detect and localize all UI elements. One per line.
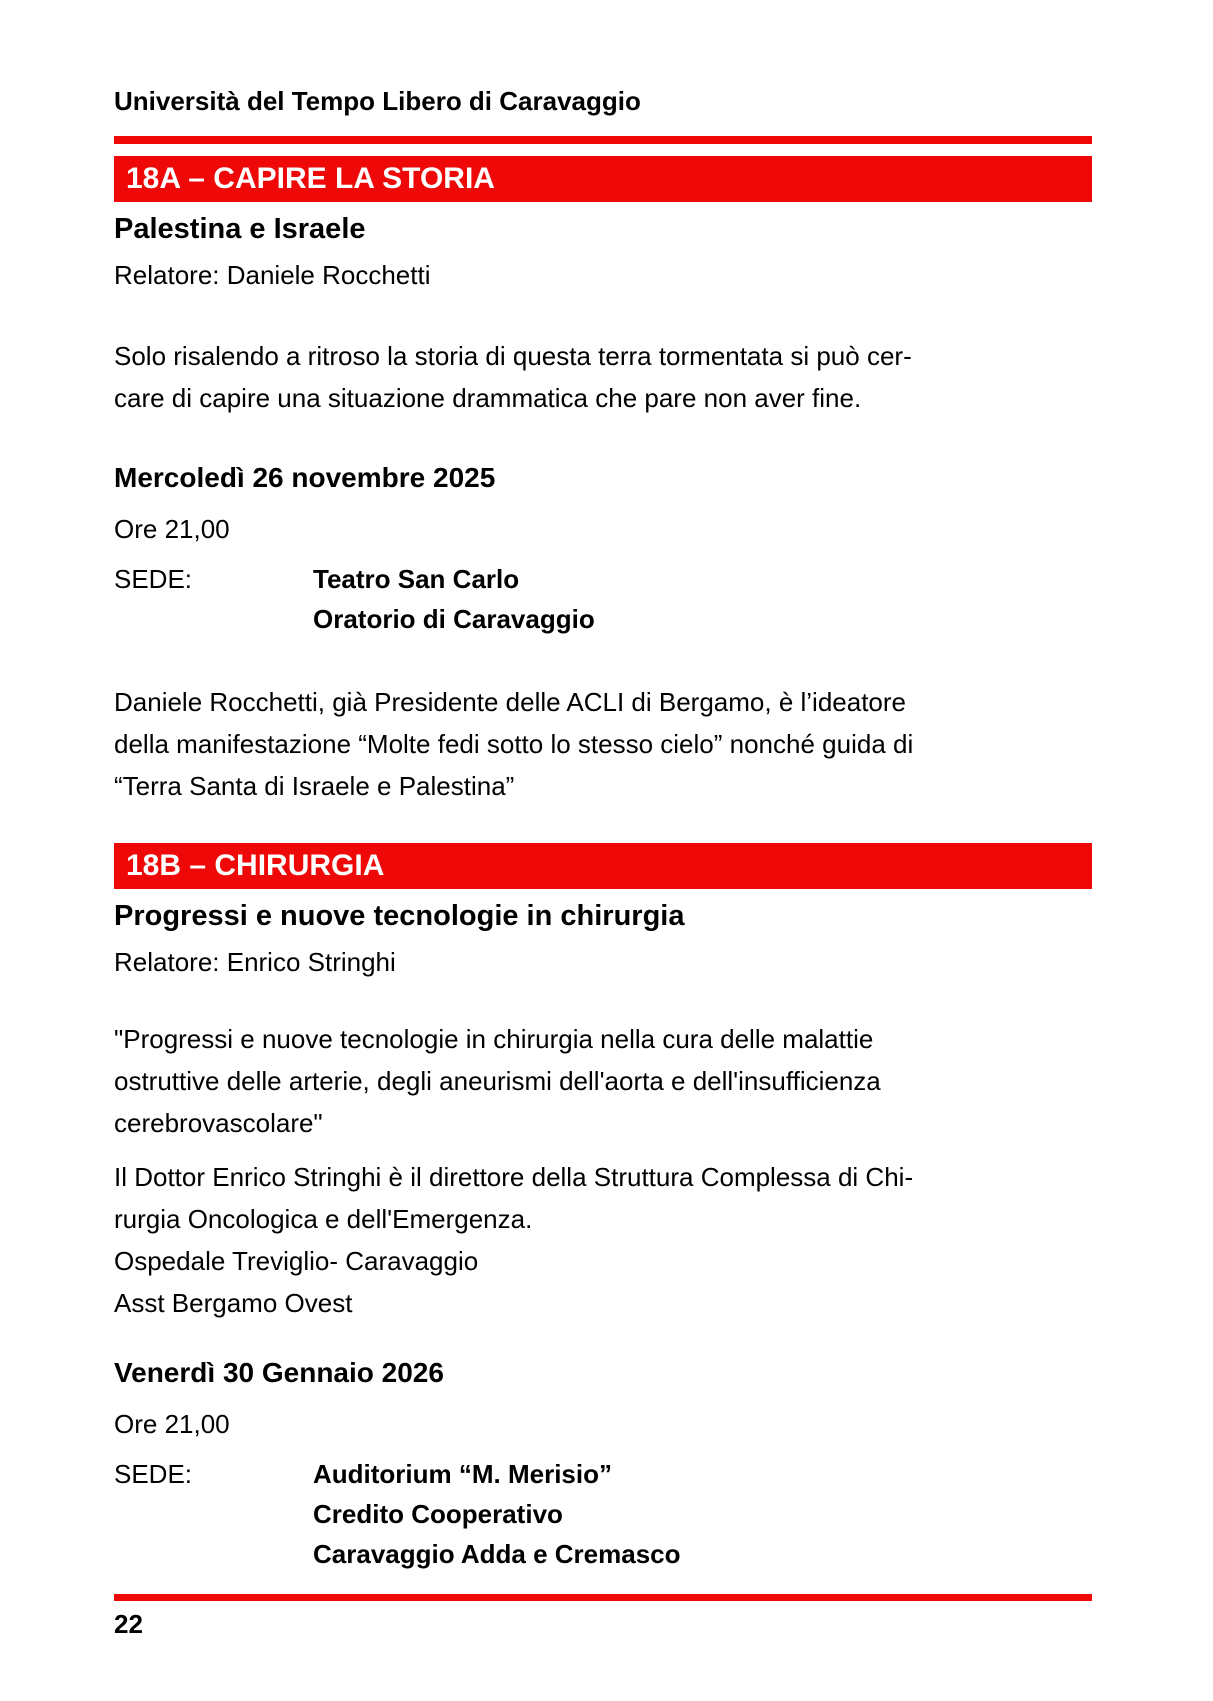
bio-line: “Terra Santa di Israele e Palestina”: [114, 771, 515, 801]
relatore-18b: Relatore: Enrico Stringhi: [114, 947, 396, 977]
venue-line: Teatro San Carlo: [313, 564, 520, 594]
description-18a: [114, 335, 1092, 419]
page-header-title: Università del Tempo Libero di Caravaggio: [114, 86, 641, 116]
bio-line: Il Dottor Enrico Stringhi è il direttore della Struttura Complessa di Chi-: [114, 1162, 914, 1192]
bio-line: della manifestazione “Molte fedi sotto lo stesso cielo” nonché guida di: [114, 729, 914, 759]
description-line: cerebrovascolare": [114, 1108, 323, 1138]
event-date-18b: Venerdì 30 Gennaio 2026: [114, 1357, 444, 1388]
bio-line: Daniele Rocchetti, già Presidente delle ACLI di Bergamo, è l’ideatore: [114, 687, 907, 717]
venue-values: [313, 559, 595, 639]
footer-rule: [114, 1594, 1092, 1601]
course-title-18a: Palestina e Israele: [114, 213, 366, 245]
venue-row-18b: [114, 1454, 1092, 1574]
description-line: ostruttive delle arterie, degli aneurismi dell'aorta e dell'insufficienza: [114, 1066, 881, 1096]
page-number: 22: [114, 1609, 143, 1639]
bio-line: rurgia Oncologica e dell'Emergenza.: [114, 1204, 533, 1234]
venue-line: Oratorio di Caravaggio: [313, 604, 595, 634]
venue-label: SEDE:: [114, 1459, 193, 1489]
venue-line: Auditorium “M. Merisio”: [313, 1459, 612, 1489]
speaker-bio-18b: [114, 1156, 1092, 1324]
event-time-18b: Ore 21,00: [114, 1409, 230, 1439]
speaker-bio-18a: [114, 681, 1092, 807]
description-line: "Progressi e nuove tecnologie in chirurgia nella cura delle malattie: [114, 1024, 874, 1054]
description-line: Solo risalendo a ritroso la storia di questa terra tormentata si può cer-: [114, 341, 912, 371]
course-title-18b: Progressi e nuove tecnologie in chirurgia: [114, 900, 685, 932]
event-date-18a: Mercoledì 26 novembre 2025: [114, 462, 496, 493]
description-18b: [114, 1018, 1092, 1144]
description-line: care di capire una situazione drammatica che pare non aver fine.: [114, 383, 862, 413]
event-time-18a: Ore 21,00: [114, 514, 230, 544]
section-banner-18b: 18B – CHIRURGIA: [114, 843, 1092, 889]
venue-label: SEDE:: [114, 564, 193, 594]
bio-line: Asst Bergamo Ovest: [114, 1288, 353, 1318]
venue-line: Caravaggio Adda e Cremasco: [313, 1539, 681, 1569]
venue-values: [313, 1454, 681, 1574]
bio-line: Ospedale Treviglio- Caravaggio: [114, 1246, 479, 1276]
relatore-18a: Relatore: Daniele Rocchetti: [114, 260, 431, 290]
header-rule: [114, 136, 1092, 144]
venue-row-18a: [114, 559, 1092, 639]
venue-line: Credito Cooperativo: [313, 1499, 563, 1529]
section-banner-18a: 18A – CAPIRE LA STORIA: [114, 156, 1092, 202]
